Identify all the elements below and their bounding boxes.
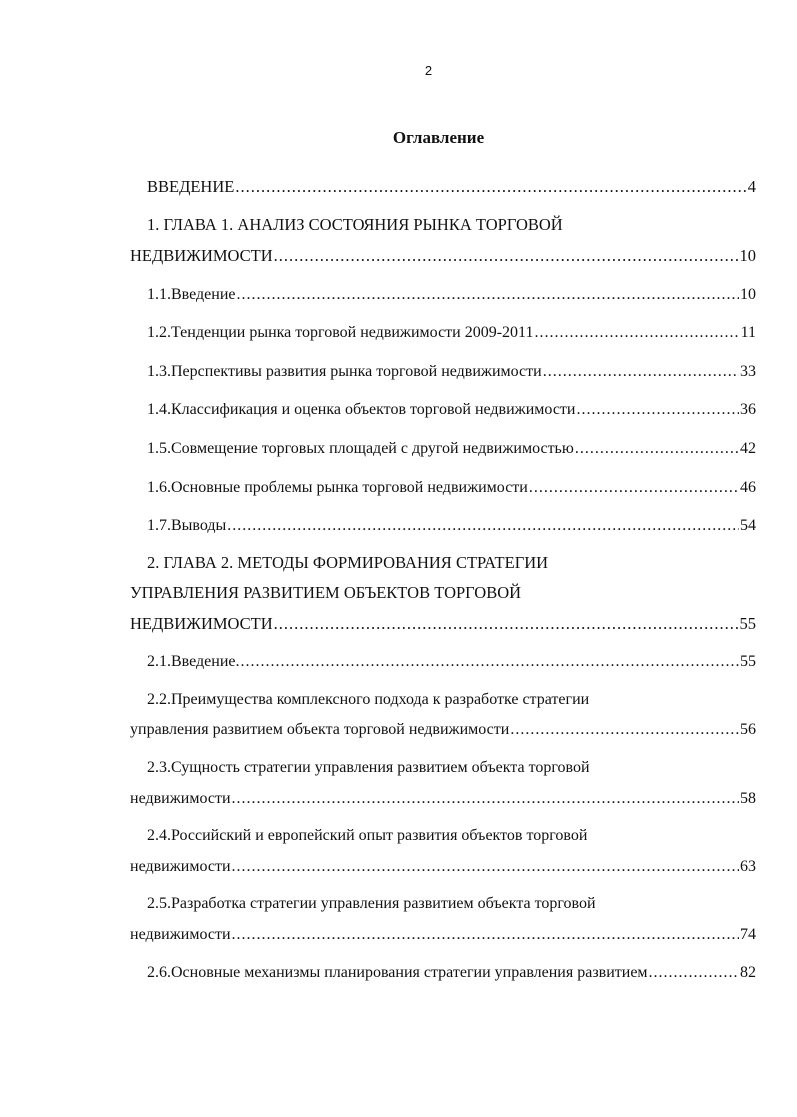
toc-entry-2-3[interactable] bbox=[130, 788, 756, 810]
toc-entry-text: 1.7.Выводы bbox=[147, 517, 227, 534]
toc-entry-1-5[interactable] bbox=[147, 438, 756, 460]
toc-entry-text: 1.2.Тенденции рынка торговой недвижимости 2009-2011 bbox=[147, 324, 534, 341]
toc-entry-text: 1.6.Основные проблемы рынка торговой недвижимости bbox=[147, 479, 528, 496]
leader-dots bbox=[232, 856, 739, 878]
toc-entry-2-6[interactable] bbox=[147, 962, 756, 984]
toc-entry-page: 56 bbox=[740, 721, 756, 738]
toc-entry-introduction[interactable] bbox=[147, 176, 756, 198]
toc-entry-text: УПРАВЛЕНИЯ РАЗВИТИЕМ ОБЪЕКТОВ ТОРГОВОЙ bbox=[130, 583, 522, 602]
toc-entry-chapter-1[interactable] bbox=[130, 245, 756, 267]
toc-entry-1-1[interactable] bbox=[147, 284, 756, 306]
leader-dots bbox=[575, 438, 739, 460]
toc-entry-text: управления развитием объекта торговой недвижимости bbox=[130, 721, 510, 738]
leader-dots bbox=[576, 399, 739, 421]
toc-entry-text: 2.6.Основные механизмы планирования стратегии управления развитием bbox=[147, 964, 648, 981]
toc-entry-page: 42 bbox=[740, 440, 756, 457]
toc-entry-text: 2.1.Введение. bbox=[147, 653, 240, 670]
toc-entry-text: 1. ГЛАВА 1. АНАЛИЗ СОСТОЯНИЯ РЫНКА ТОРГОВОЙ bbox=[147, 215, 563, 234]
toc-entry-page: 63 bbox=[740, 858, 756, 875]
toc-title: Оглавление bbox=[392, 128, 485, 147]
toc-entry-page: 54 bbox=[740, 517, 756, 534]
leader-dots bbox=[241, 651, 740, 673]
toc-entry-page: 74 bbox=[740, 926, 756, 943]
toc-entry-1-6[interactable] bbox=[147, 477, 756, 499]
toc-entry-text: 2.3.Сущность стратегии управления развитием объекта торговой bbox=[147, 759, 590, 776]
leader-dots bbox=[543, 361, 739, 383]
toc-entry-text: НЕДВИЖИМОСТИ bbox=[130, 246, 273, 265]
leader-dots bbox=[237, 284, 740, 306]
toc-entry-2-4[interactable] bbox=[130, 856, 756, 878]
leader-dots bbox=[649, 962, 739, 984]
toc-entry-2-2-heading[interactable] bbox=[147, 689, 756, 711]
toc-entry-page: 46 bbox=[740, 479, 756, 496]
toc-entry-page: 11 bbox=[740, 324, 756, 341]
toc-entry-page: 36 bbox=[740, 401, 756, 418]
toc-entry-page: 58 bbox=[740, 790, 756, 807]
toc-entry-2-3-heading[interactable] bbox=[147, 757, 756, 779]
toc-entry-text: 2.2.Преимущества комплексного подхода к разработке стратегии bbox=[147, 691, 590, 708]
toc-entry-text: 1.3.Перспективы развития рынка торговой недвижимости bbox=[147, 363, 542, 380]
toc-entry-chapter-2-heading[interactable] bbox=[147, 552, 756, 574]
toc-entry-page: 55 bbox=[740, 653, 756, 670]
toc-entry-text: 1.1.Введение bbox=[147, 286, 236, 303]
toc-entry-text: 2.5.Разработка стратегии управления развитием объекта торговой bbox=[147, 895, 596, 912]
toc-entry-text: ВВЕДЕНИЕ bbox=[147, 177, 235, 196]
leader-dots bbox=[235, 176, 746, 198]
toc-entry-2-5[interactable] bbox=[130, 924, 756, 946]
toc-entry-page: 10 bbox=[740, 286, 756, 303]
toc-entry-chapter-2-heading-line-2[interactable] bbox=[130, 582, 756, 604]
toc-entry-text: недвижимости bbox=[130, 926, 231, 943]
toc-entry-1-3[interactable] bbox=[147, 361, 756, 383]
toc-entry-page: 55 bbox=[739, 614, 756, 633]
toc-entry-chapter-1-heading[interactable] bbox=[147, 214, 756, 236]
toc-entry-page: 10 bbox=[739, 246, 756, 265]
toc-entry-text: 1.5.Совмещение торговых площадей с другой недвижимостью bbox=[147, 440, 574, 457]
toc-entry-text: 2. ГЛАВА 2. МЕТОДЫ ФОРМИРОВАНИЯ СТРАТЕГИИ bbox=[147, 553, 549, 572]
toc-entry-page: 82 bbox=[740, 964, 756, 981]
leader-dots bbox=[227, 515, 739, 537]
toc-entry-page: 33 bbox=[740, 363, 756, 380]
toc-entry-text: 2.4.Российский и европейский опыт развития объектов торговой bbox=[147, 827, 588, 844]
toc-entry-page: 4 bbox=[747, 177, 756, 196]
toc-entry-text: недвижимости bbox=[130, 790, 231, 807]
toc-entry-text: НЕДВИЖИМОСТИ bbox=[130, 614, 273, 633]
toc-entry-2-4-heading[interactable] bbox=[147, 825, 756, 847]
toc-entry-1-7[interactable] bbox=[147, 515, 756, 537]
toc-entry-2-2[interactable] bbox=[130, 719, 756, 741]
toc-entry-2-1[interactable] bbox=[147, 651, 756, 673]
toc-entry-1-4[interactable] bbox=[147, 399, 756, 421]
leader-dots bbox=[510, 719, 739, 741]
toc-entry-2-5-heading[interactable] bbox=[147, 893, 756, 915]
leader-dots bbox=[232, 788, 739, 810]
leader-dots bbox=[529, 477, 739, 499]
leader-dots bbox=[232, 924, 739, 946]
toc-entry-1-2[interactable] bbox=[147, 322, 756, 344]
toc-entry-text: недвижимости bbox=[130, 858, 231, 875]
page-number: 2 bbox=[424, 63, 433, 78]
toc-entry-text: 1.4.Классификация и оценка объектов торговой недвижимости bbox=[147, 401, 576, 418]
toc-entry-chapter-2[interactable] bbox=[130, 613, 756, 635]
leader-dots bbox=[274, 613, 739, 635]
leader-dots bbox=[274, 245, 739, 267]
leader-dots bbox=[534, 322, 739, 344]
